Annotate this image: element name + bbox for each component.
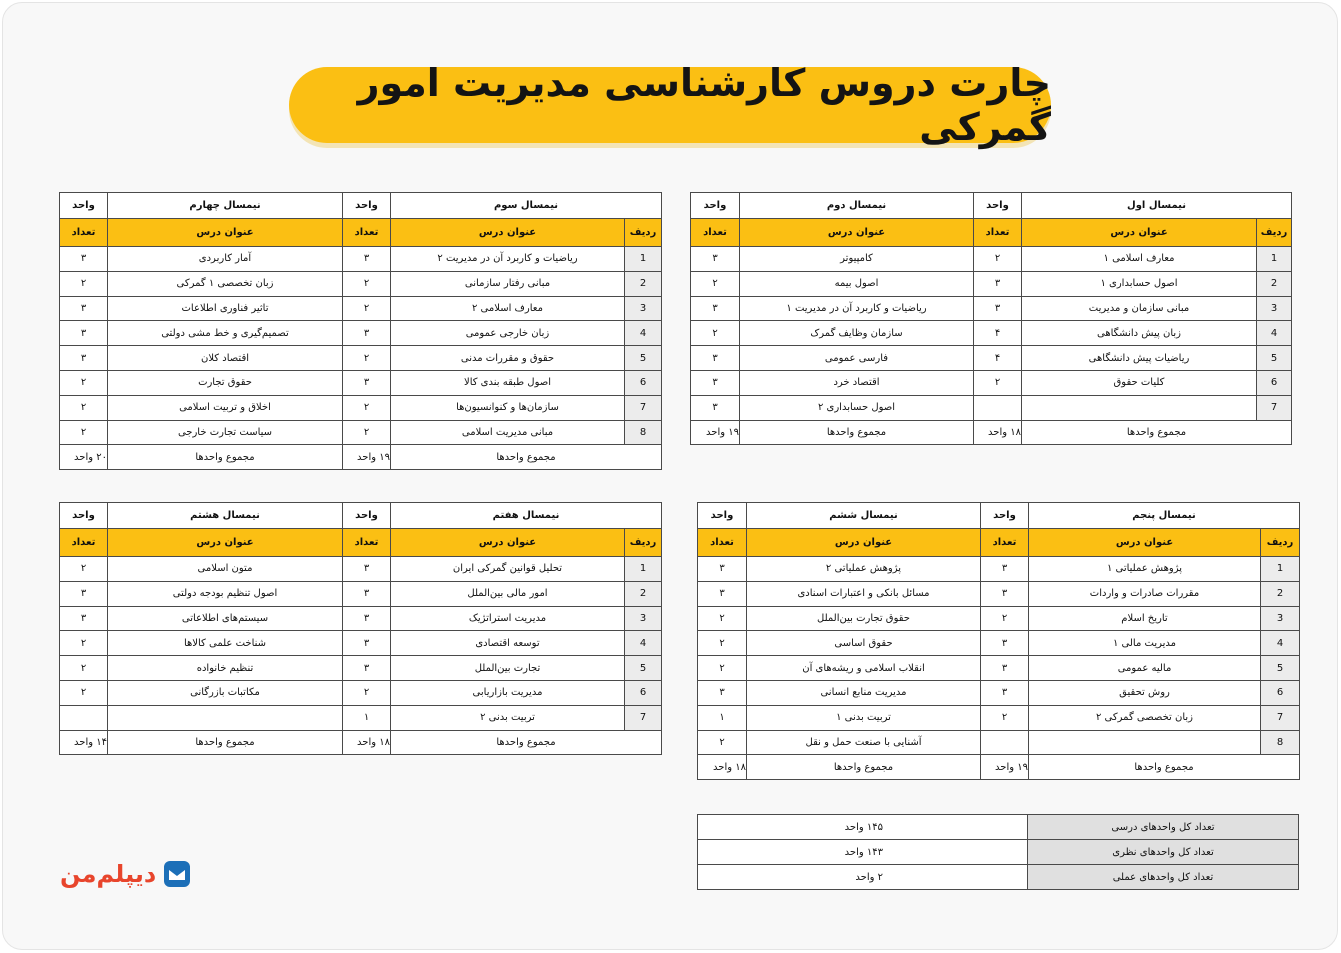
course-units: ۲ [343, 346, 391, 371]
row-number: 4 [1261, 631, 1300, 656]
total-label: مجموع واحدها [740, 420, 974, 445]
course-title: سیاست تجارت خارجی [108, 420, 343, 445]
course-units: ۳ [691, 346, 740, 371]
course-units: ۳ [691, 247, 740, 272]
course-header: عنوان درس [391, 219, 625, 247]
course-units: ۳ [698, 581, 747, 606]
table-row [60, 296, 662, 321]
course-units: ۳ [698, 680, 747, 705]
course-title: اصول طبقه بندی کالا [391, 370, 625, 395]
course-title: زبان پیش دانشگاهی [1022, 321, 1257, 346]
count-header: تعداد [343, 219, 391, 247]
course-units: ۳ [60, 606, 108, 631]
course-title: مالیه عمومی [1029, 656, 1261, 681]
semester-name-row [691, 193, 1292, 219]
semester-name: نیمسال ششم [747, 503, 981, 529]
course-units: ۳ [343, 321, 391, 346]
course-title: مبانی مدیریت اسلامی [391, 420, 625, 445]
summary-value: ۲ واحد [698, 865, 1028, 890]
count-header: تعداد [60, 529, 108, 557]
course-units: ۳ [691, 370, 740, 395]
course-units: ۲ [698, 631, 747, 656]
course-title: آمار کاربردی [108, 247, 343, 272]
course-units [981, 730, 1029, 755]
course-title [1022, 395, 1257, 420]
semester-name: نیمسال هشتم [108, 503, 343, 529]
table-row [698, 606, 1300, 631]
count-header: تعداد [974, 219, 1022, 247]
table-row [691, 395, 1292, 420]
course-title: روش تحقیق [1029, 680, 1261, 705]
course-units: ۲ [981, 705, 1029, 730]
course-title: فارسی عمومی [740, 346, 974, 371]
total-label: مجموع واحدها [391, 445, 662, 470]
course-units: ۳ [343, 247, 391, 272]
summary-label: تعداد کل واحدهای عملی [1028, 865, 1299, 890]
summary-label: تعداد کل واحدهای درسی [1028, 815, 1299, 840]
row-number: 5 [625, 656, 662, 681]
row-number: 6 [625, 680, 662, 705]
row-number: 7 [1257, 395, 1292, 420]
row-number: 1 [625, 557, 662, 582]
course-units: ۳ [343, 370, 391, 395]
unit-header: واحد [60, 193, 108, 219]
course-units: ۲ [691, 271, 740, 296]
total-units: ۱۹ واحد [981, 755, 1029, 780]
course-units: ۲ [60, 395, 108, 420]
summary-row [698, 815, 1299, 840]
row-number: 4 [625, 631, 662, 656]
course-title: اصول بیمه [740, 271, 974, 296]
row-number: 4 [1257, 321, 1292, 346]
course-units: ۲ [60, 271, 108, 296]
course-units: ۳ [981, 581, 1029, 606]
total-label: مجموع واحدها [108, 445, 343, 470]
course-units: ۳ [343, 656, 391, 681]
course-title: حقوق و مقررات مدنی [391, 346, 625, 371]
total-units: ۲۰ واحد [60, 445, 108, 470]
row-number: 2 [625, 271, 662, 296]
course-units: ۲ [60, 370, 108, 395]
row-number: 5 [1261, 656, 1300, 681]
table-row [60, 656, 662, 681]
semester-name-row [698, 503, 1300, 529]
table-row [60, 606, 662, 631]
table-row [698, 656, 1300, 681]
course-units: ۲ [698, 656, 747, 681]
table-row [698, 730, 1300, 755]
column-header-row [60, 219, 662, 247]
table-row [60, 705, 662, 730]
row-number: 7 [625, 705, 662, 730]
course-title: معارف اسلامی ۲ [391, 296, 625, 321]
unit-header: واحد [343, 193, 391, 219]
table-row [691, 296, 1292, 321]
course-units: ۳ [343, 606, 391, 631]
row-number: 3 [625, 296, 662, 321]
course-title: ریاضیات و کاربرد آن در مدیریت ۱ [740, 296, 974, 321]
table-row [60, 395, 662, 420]
table-row [60, 420, 662, 445]
course-title: ریاضیات پیش دانشگاهی [1022, 346, 1257, 371]
semester-name: نیمسال سوم [391, 193, 662, 219]
course-units: ۳ [981, 557, 1029, 582]
summary-label: تعداد کل واحدهای نظری [1028, 840, 1299, 865]
course-header: عنوان درس [1022, 219, 1257, 247]
count-header: تعداد [343, 529, 391, 557]
course-units: ۲ [698, 606, 747, 631]
course-title: زبان خارجی عمومی [391, 321, 625, 346]
total-label: مجموع واحدها [1029, 755, 1300, 780]
course-title: پژوهش عملیاتی ۲ [747, 557, 981, 582]
table-row [691, 346, 1292, 371]
course-units: ۳ [60, 296, 108, 321]
summary-row [698, 840, 1299, 865]
course-title: تربیت بدنی ۱ [747, 705, 981, 730]
column-header-row [691, 219, 1292, 247]
course-title: زبان تخصصی ۱ گمرکی [108, 271, 343, 296]
table-row [698, 705, 1300, 730]
course-title: معارف اسلامی ۱ [1022, 247, 1257, 272]
course-title: سازمان وظایف گمرک [740, 321, 974, 346]
row-number: 3 [1257, 296, 1292, 321]
column-header-row [698, 529, 1300, 557]
total-row [60, 730, 662, 755]
course-title: متون اسلامی [108, 557, 343, 582]
row-number: 2 [625, 581, 662, 606]
course-title: حقوق تجارت بین‌الملل [747, 606, 981, 631]
course-units: ۲ [343, 296, 391, 321]
course-header: عنوان درس [1029, 529, 1261, 557]
total-units: ۱۸ واحد [698, 755, 747, 780]
table-row [60, 346, 662, 371]
course-title: تنظیم خانواده [108, 656, 343, 681]
course-units: ۳ [343, 581, 391, 606]
course-units: ۲ [974, 370, 1022, 395]
course-units: ۳ [60, 321, 108, 346]
course-units: ۳ [60, 346, 108, 371]
row-number: 1 [1257, 247, 1292, 272]
course-units: ۳ [343, 557, 391, 582]
course-units: ۲ [974, 247, 1022, 272]
course-title: سازمان‌ها و کنوانسیون‌ها [391, 395, 625, 420]
course-units: ۳ [698, 557, 747, 582]
course-title: کلیات حقوق [1022, 370, 1257, 395]
row-number: 3 [1261, 606, 1300, 631]
course-title: ریاضیات و کاربرد آن در مدیریت ۲ [391, 247, 625, 272]
total-row [698, 755, 1300, 780]
row-number: 8 [625, 420, 662, 445]
course-units: ۲ [691, 321, 740, 346]
table-row [698, 680, 1300, 705]
semester-name: نیمسال پنجم [1029, 503, 1300, 529]
course-title: اصول حسابداری ۱ [1022, 271, 1257, 296]
summary-value: ۱۴۳ واحد [698, 840, 1028, 865]
course-units: ۳ [981, 656, 1029, 681]
course-title [108, 705, 343, 730]
course-header: عنوان درس [108, 219, 343, 247]
course-title: تربیت بدنی ۲ [391, 705, 625, 730]
course-title: کامپیوتر [740, 247, 974, 272]
course-title: مدیریت بازاریابی [391, 680, 625, 705]
row-number: 2 [1257, 271, 1292, 296]
row-number: 8 [1261, 730, 1300, 755]
semester-name: نیمسال دوم [740, 193, 974, 219]
course-units: ۲ [698, 730, 747, 755]
course-units: ۳ [974, 296, 1022, 321]
summary-row [698, 865, 1299, 890]
total-units: ۱۸ واحد [974, 420, 1022, 445]
row-number: 6 [1261, 680, 1300, 705]
row-number: 7 [1261, 705, 1300, 730]
semester-table-5-6 [697, 502, 1300, 780]
course-title: تاریخ اسلام [1029, 606, 1261, 631]
course-title: اقتصاد کلان [108, 346, 343, 371]
course-units: ۳ [981, 680, 1029, 705]
course-title: مدیریت منابع انسانی [747, 680, 981, 705]
semester-table-7-8 [59, 502, 662, 755]
course-title: مدیریت استراتژیک [391, 606, 625, 631]
summary-table [697, 814, 1299, 890]
course-units: ۴ [974, 346, 1022, 371]
course-units: ۲ [60, 680, 108, 705]
logo-icon [164, 861, 190, 887]
row-number: 5 [1257, 346, 1292, 371]
unit-header: واحد [343, 503, 391, 529]
course-title: اصول تنظیم بودجه دولتی [108, 581, 343, 606]
course-title: تحلیل قوانین گمرکی ایران [391, 557, 625, 582]
count-header: تعداد [698, 529, 747, 557]
total-row [691, 420, 1292, 445]
course-title: آشنایی با صنعت حمل و نقل [747, 730, 981, 755]
total-units: ۱۹ واحد [691, 420, 740, 445]
semester-table-3-4 [59, 192, 662, 470]
course-units: ۳ [691, 296, 740, 321]
course-units: ۳ [974, 271, 1022, 296]
table-row [60, 247, 662, 272]
course-title: امور مالی بین‌الملل [391, 581, 625, 606]
table-row [698, 557, 1300, 582]
course-title: مسائل بانکی و اعتبارات اسنادی [747, 581, 981, 606]
row-number: 5 [625, 346, 662, 371]
table-row [60, 321, 662, 346]
course-title: شناخت علمی کالاها [108, 631, 343, 656]
total-label: مجموع واحدها [108, 730, 343, 755]
course-units: ۲ [60, 557, 108, 582]
logo-text: دیپلم‌من [60, 860, 157, 888]
row-number: 7 [625, 395, 662, 420]
unit-header: واحد [691, 193, 740, 219]
course-header: عنوان درس [747, 529, 981, 557]
column-header-row [60, 529, 662, 557]
table-row [691, 321, 1292, 346]
row-number: 3 [625, 606, 662, 631]
radif-header: ردیف [625, 219, 662, 247]
unit-header: واحد [60, 503, 108, 529]
semester-name-row [60, 193, 662, 219]
semester-name: نیمسال هفتم [391, 503, 662, 529]
table-row [60, 271, 662, 296]
semester-name: نیمسال اول [1022, 193, 1292, 219]
semester-table-1-2 [690, 192, 1292, 445]
course-title [1029, 730, 1261, 755]
total-units: ۱۴ واحد [60, 730, 108, 755]
course-title: مکاتبات بازرگانی [108, 680, 343, 705]
unit-header: واحد [981, 503, 1029, 529]
course-header: عنوان درس [108, 529, 343, 557]
summary-value: ۱۴۵ واحد [698, 815, 1028, 840]
table-row [691, 247, 1292, 272]
course-title: اقتصاد خرد [740, 370, 974, 395]
course-title: توسعه اقتصادی [391, 631, 625, 656]
course-units: ۲ [343, 420, 391, 445]
course-title: مقررات صادرات و واردات [1029, 581, 1261, 606]
page-title: چارت دروس کارشناسی مدیریت امور گمرکی [289, 67, 1051, 143]
row-number: 1 [1261, 557, 1300, 582]
course-title: تصمیم‌گیری و خط مشی دولتی [108, 321, 343, 346]
course-units: ۲ [60, 420, 108, 445]
course-units: ۴ [974, 321, 1022, 346]
course-units: ۲ [343, 395, 391, 420]
table-row [60, 557, 662, 582]
course-title: مدیریت مالی ۱ [1029, 631, 1261, 656]
course-units: ۳ [981, 631, 1029, 656]
table-row [698, 631, 1300, 656]
course-units: ۲ [343, 271, 391, 296]
semester-name: نیمسال چهارم [108, 193, 343, 219]
course-title: تاثیر فناوری اطلاعات [108, 296, 343, 321]
row-number: 4 [625, 321, 662, 346]
course-units: ۳ [691, 395, 740, 420]
table-row [60, 581, 662, 606]
course-units: ۲ [60, 656, 108, 681]
course-title: سیستم‌های اطلاعاتی [108, 606, 343, 631]
course-title: انقلاب اسلامی و ریشه‌های آن [747, 656, 981, 681]
radif-header: ردیف [625, 529, 662, 557]
course-title: اخلاق و تربیت اسلامی [108, 395, 343, 420]
table-row [60, 631, 662, 656]
course-units: ۳ [60, 581, 108, 606]
table-row [691, 370, 1292, 395]
course-units [974, 395, 1022, 420]
total-label: مجموع واحدها [1022, 420, 1292, 445]
radif-header: ردیف [1261, 529, 1300, 557]
total-label: مجموع واحدها [391, 730, 662, 755]
table-row [691, 271, 1292, 296]
diplomaman-logo [60, 856, 200, 892]
total-units: ۱۹ واحد [343, 445, 391, 470]
row-number: 6 [625, 370, 662, 395]
radif-header: ردیف [1257, 219, 1292, 247]
count-header: تعداد [691, 219, 740, 247]
semester-name-row [60, 503, 662, 529]
row-number: 1 [625, 247, 662, 272]
count-header: تعداد [981, 529, 1029, 557]
course-title: اصول حسابداری ۲ [740, 395, 974, 420]
course-units: ۱ [343, 705, 391, 730]
course-title: مبانی رفتار سازمانی [391, 271, 625, 296]
course-units: ۲ [60, 631, 108, 656]
course-units: ۲ [343, 680, 391, 705]
course-header: عنوان درس [740, 219, 974, 247]
course-units [60, 705, 108, 730]
course-header: عنوان درس [391, 529, 625, 557]
row-number: 2 [1261, 581, 1300, 606]
course-units: ۲ [981, 606, 1029, 631]
total-label: مجموع واحدها [747, 755, 981, 780]
table-row [60, 680, 662, 705]
course-title: پژوهش عملیاتی ۱ [1029, 557, 1261, 582]
unit-header: واحد [698, 503, 747, 529]
total-row [60, 445, 662, 470]
count-header: تعداد [60, 219, 108, 247]
course-title: مبانی سازمان و مدیریت [1022, 296, 1257, 321]
course-units: ۳ [60, 247, 108, 272]
course-title: زبان تخصصی گمرکی ۲ [1029, 705, 1261, 730]
course-units: ۳ [343, 631, 391, 656]
course-title: حقوق اساسی [747, 631, 981, 656]
course-units: ۱ [698, 705, 747, 730]
course-title: حقوق تجارت [108, 370, 343, 395]
unit-header: واحد [974, 193, 1022, 219]
table-row [698, 581, 1300, 606]
row-number: 6 [1257, 370, 1292, 395]
course-title: تجارت بین‌الملل [391, 656, 625, 681]
total-units: ۱۸ واحد [343, 730, 391, 755]
table-row [60, 370, 662, 395]
